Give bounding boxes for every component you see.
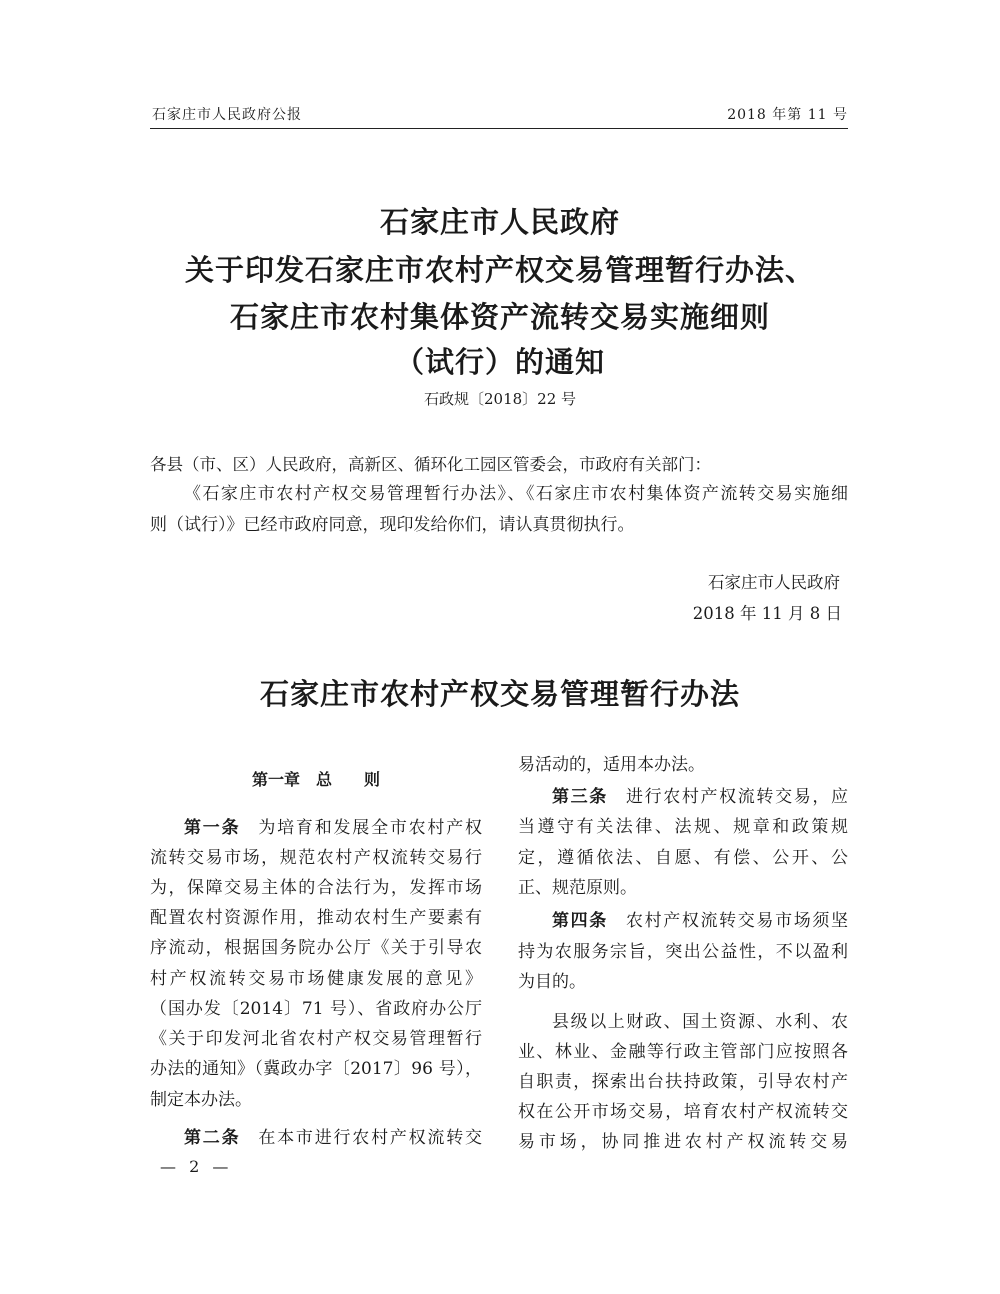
chapter-heading: 第一章 总 则 — [251, 770, 380, 789]
line-text: 流转交易市场，规范农村产权流转交易行 — [150, 848, 482, 868]
line-text: 为目的。 — [518, 972, 586, 992]
line-text: （国办发〔2014〕71 号）、省政府办公厅 — [150, 999, 482, 1019]
notice-body-line: 《石家庄市农村产权交易管理暂行办法》、《石家庄市农村集体资产流转交易实施细 — [184, 484, 848, 504]
header-divider — [150, 128, 848, 129]
signature: 石家庄市人民政府 — [708, 573, 840, 592]
paragraph-line — [518, 846, 848, 870]
line-text: 为，保障交易主体的合法行为，发挥市场 — [150, 878, 482, 898]
notice-title-line: （试行）的通知 — [394, 345, 605, 379]
line-text: 配置农村资源作用，推动农村生产要素有 — [150, 908, 482, 928]
line-text: 易市场，协同推进农村产权流转交易 — [518, 1132, 848, 1152]
line-text: 进行农村产权流转交易，应 — [625, 787, 849, 807]
paragraph-line — [518, 1070, 848, 1094]
document-number: 石政规〔2018〕22 号 — [423, 390, 577, 408]
line-text: 办法的通知》（冀政办字〔2017〕96 号）， — [150, 1059, 482, 1079]
line-text: 权在公开市场交易，培育农村产权流转交 — [518, 1102, 848, 1122]
paragraph-line — [150, 997, 482, 1021]
page-number: — 2 — — [160, 1157, 233, 1176]
paragraph-line — [518, 1010, 848, 1034]
article-number: 第二条 — [184, 1128, 241, 1148]
line-text: 持为农服务宗旨，突出公益性，不以盈利 — [518, 942, 848, 962]
line-text: 为培育和发展全市农村产权 — [258, 818, 483, 838]
paragraph-line — [518, 876, 848, 900]
paragraph-line — [518, 1100, 848, 1124]
paragraph-line — [150, 816, 482, 840]
paragraph-line — [150, 1088, 482, 1112]
document-title: 石家庄市农村产权交易管理暂行办法 — [259, 677, 740, 711]
paragraph-line — [518, 1130, 848, 1154]
issue-number: 2018 年第 11 号 — [727, 107, 848, 123]
notice-title-line: 石家庄市农村集体资产流转交易实施细则 — [229, 300, 770, 334]
paragraph-line — [150, 967, 482, 991]
article-number: 第四条 — [552, 911, 608, 931]
paragraph-line — [150, 1126, 482, 1150]
paragraph-line — [518, 815, 848, 839]
paragraph-line — [518, 940, 848, 964]
line-text: 序流动，根据国务院办公厅《关于引导农 — [150, 938, 482, 958]
line-text: 当遵守有关法律、法规、规章和政策规 — [518, 817, 848, 837]
article-number: 第一条 — [184, 818, 241, 838]
paragraph-line — [518, 785, 848, 809]
notice-body-line: 则（试行）》已经市政府同意，现印发给你们，请认真贯彻执行。 — [150, 515, 635, 535]
line-text: 农村产权流转交易市场须坚 — [625, 911, 849, 931]
paragraph-line — [150, 1027, 482, 1051]
paragraph-line — [518, 1040, 848, 1064]
line-text: 《关于印发河北省农村产权交易管理暂行 — [150, 1029, 482, 1049]
paragraph-line — [150, 936, 482, 960]
line-text: 定，遵循依法、自愿、有偿、公开、公 — [518, 848, 848, 868]
notice-title-line: 关于印发石家庄市农村产权交易管理暂行办法、 — [184, 253, 815, 287]
publication-name: 石家庄市人民政府公报 — [152, 107, 302, 123]
paragraph-line — [150, 846, 482, 870]
paragraph-line — [150, 906, 482, 930]
paragraph-line — [518, 909, 848, 933]
line-text: 自职责，探索出台扶持政策，引导农村产 — [518, 1072, 848, 1092]
line-text: 易活动的，适用本办法。 — [518, 755, 705, 775]
paragraph-line — [518, 753, 848, 777]
notice-title-line: 石家庄市人民政府 — [379, 205, 620, 239]
article-number: 第三条 — [552, 787, 608, 807]
line-text: 制定本办法。 — [150, 1090, 252, 1110]
line-text: 县级以上财政、国土资源、水利、农 — [552, 1012, 848, 1032]
line-text: 村产权流转交易市场健康发展的意见》 — [150, 969, 482, 989]
line-text: 在本市进行农村产权流转交 — [258, 1128, 483, 1148]
line-text: 业、林业、金融等行政主管部门应按照各 — [518, 1042, 848, 1062]
paragraph-line — [150, 1057, 482, 1081]
paragraph-line — [518, 970, 848, 994]
addressee: 各县（市、区）人民政府，高新区、循环化工园区管委会，市政府有关部门： — [150, 455, 711, 474]
paragraph-line — [150, 876, 482, 900]
line-text: 正、规范原则。 — [518, 878, 637, 898]
date: 2018 年 11 月 8 日 — [692, 604, 842, 623]
